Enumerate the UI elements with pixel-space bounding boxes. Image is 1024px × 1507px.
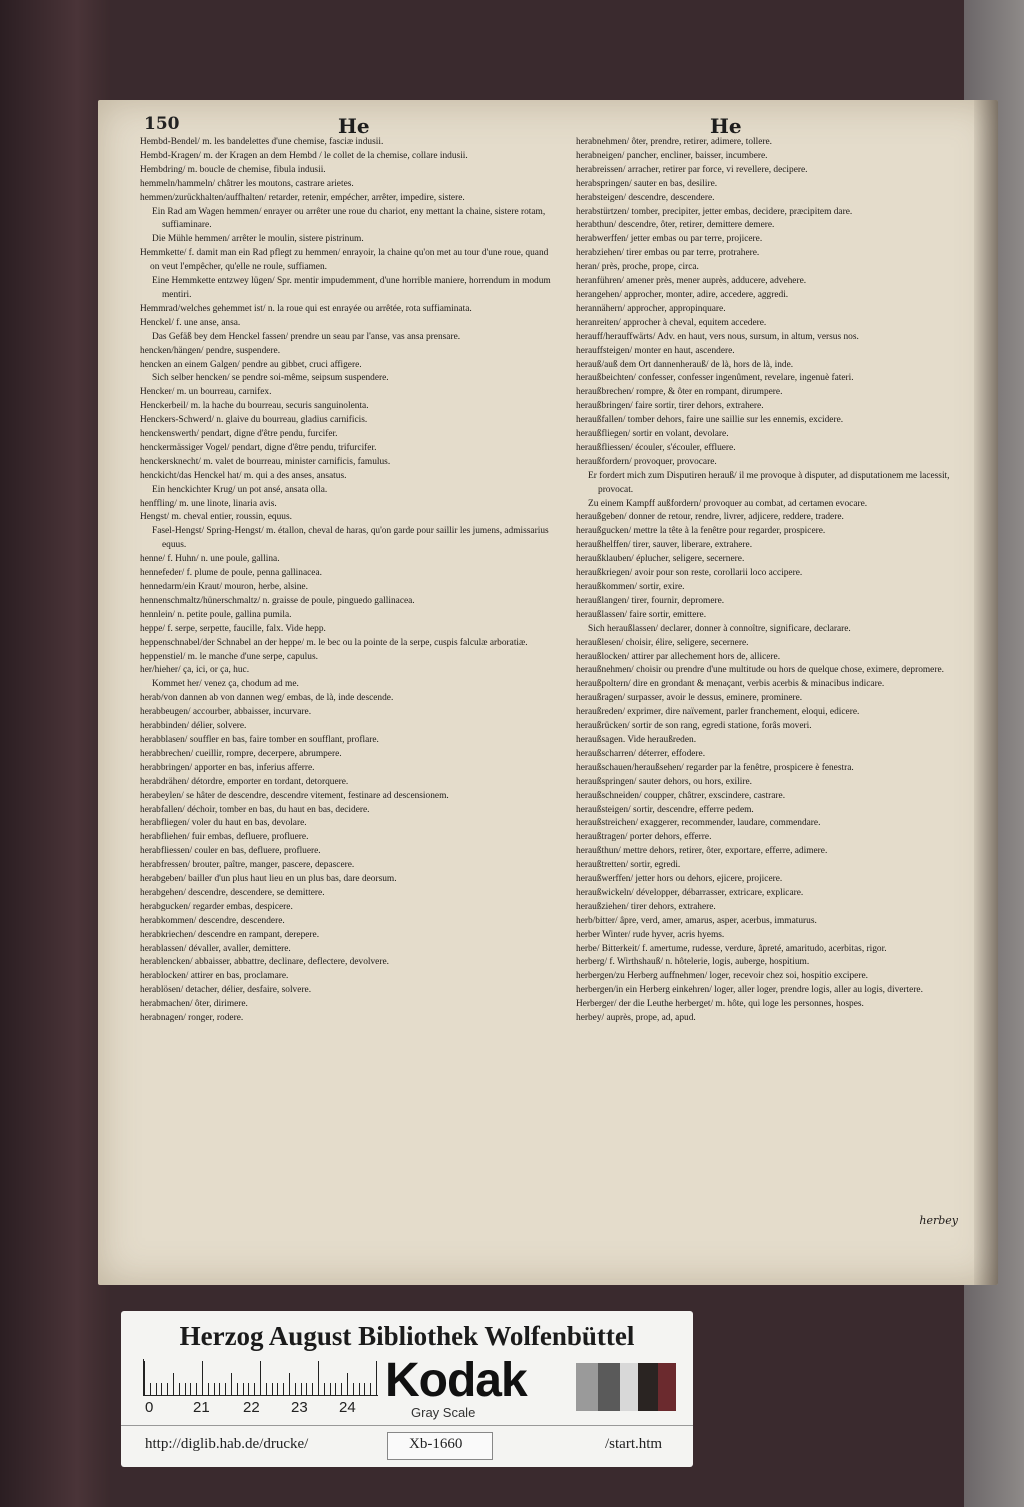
gray-swatch bbox=[638, 1363, 658, 1411]
ruler-tick bbox=[283, 1383, 284, 1395]
dictionary-entry: herbey/ auprès, prope, ad, apud. bbox=[576, 1013, 696, 1024]
footer-page: /start.htm bbox=[605, 1436, 663, 1452]
dictionary-entry: heraußthun/ mettre dehors, retirer, ôter, exportare, efferre, adimere. bbox=[576, 846, 828, 857]
dictionary-entry: heran/ près, proche, prope, circa. bbox=[576, 262, 699, 273]
dictionary-entry: heraußbringen/ faire sortir, tirer dehors, extrahere. bbox=[576, 401, 764, 412]
ruler-tick bbox=[324, 1383, 325, 1395]
ruler-tick bbox=[179, 1383, 180, 1395]
dictionary-entry: Henckers-Schwerd/ n. glaive du bourreau, gladius carnificis. bbox=[140, 415, 368, 426]
ruler-tick bbox=[277, 1383, 278, 1395]
ruler-tick bbox=[254, 1383, 255, 1395]
dictionary-entry: herannähern/ approcher, appropinquare. bbox=[576, 303, 726, 314]
ruler-tick bbox=[202, 1361, 203, 1395]
dictionary-entry: heraußschneiden/ coupper, châtrer, exscindere, castrare. bbox=[576, 790, 786, 801]
dictionary-entry: Henckel/ f. une anse, ansa. bbox=[140, 317, 241, 328]
dictionary-entry: Ein henckichter Krug/ un pot ansé, ansata olla. bbox=[152, 484, 328, 495]
dictionary-entry: hencken an einem Galgen/ pendre au gibbet, cruci affigere. bbox=[140, 359, 362, 370]
dictionary-entry: herabfliegen/ voler du haut en bas, devolare. bbox=[140, 818, 307, 829]
gray-swatch bbox=[598, 1363, 620, 1411]
ruler-label: 22 bbox=[243, 1399, 260, 1416]
dictionary-entry: heraußtragen/ porter dehors, efferre. bbox=[576, 832, 712, 843]
dictionary-entry: herabbinden/ délier, solvere. bbox=[140, 721, 247, 732]
gray-swatch bbox=[620, 1363, 638, 1411]
dictionary-entry: heraußreden/ exprimer, dire naïvement, parler franchement, eloqui, edicere. bbox=[576, 707, 860, 718]
ruler-label: 24 bbox=[339, 1399, 356, 1416]
dictionary-entry: henckicht/das Henckel hat/ m. qui a des anses, ansatus. bbox=[140, 470, 347, 481]
dictionary-entry: herablassen/ dévaller, avaller, demittere. bbox=[140, 943, 291, 954]
ruler-tick bbox=[173, 1373, 174, 1395]
ruler-tick bbox=[248, 1383, 249, 1395]
dictionary-entry: herabbeugen/ accourber, abbaisser, incurvare. bbox=[140, 707, 312, 718]
ruler-tick bbox=[330, 1383, 331, 1395]
dictionary-entry: heraußrücken/ sortir de son rang, egredi statione, forâs moveri. bbox=[576, 721, 812, 732]
dictionary-entry: heraußfliessen/ écouler, s'écouler, effluere. bbox=[576, 442, 736, 453]
dictionary-entry: herb/bitter/ âpre, verd, amer, amarus, asper, acerbus, immaturus. bbox=[576, 915, 817, 926]
dictionary-entry: heraußsagen. Vide heraußreden. bbox=[576, 734, 697, 745]
dictionary-entry: heraußnehmen/ choisir ou prendre d'une multitude ou hors de quelque chose, eximere, depromere. bbox=[576, 665, 944, 676]
ruler-label: 0 bbox=[145, 1399, 154, 1416]
dictionary-entry: herbe/ Bitterkeit/ f. amertume, rudesse, verdure, âpreté, amaritudo, acerbitas, rigor. bbox=[576, 943, 887, 954]
dictionary-entry: herabneigen/ pancher, encliner, baisser, incumbere. bbox=[576, 150, 768, 161]
dictionary-entry: heppenschnabel/der Schnabel an der heppe/ m. le bec ou la pointe de la serpe, cuspis falculæ arboratiæ. bbox=[140, 637, 528, 648]
dictionary-entry: herabnehmen/ ôter, prendre, retirer, adimere, tollere. bbox=[576, 137, 773, 147]
dictionary-entry: herabreissen/ arracher, retirer par force, vi revellere, decipere. bbox=[576, 164, 808, 175]
dictionary-entry: Die Mühle hemmen/ arrêter le moulin, sistere pistrinum. bbox=[152, 234, 364, 245]
dictionary-entry: heraußgeben/ donner de retour, rendre, livrer, adjicere, reddere, tradere. bbox=[576, 512, 844, 523]
library-title: Herzog August Bibliothek Wolfenbüttel bbox=[179, 1321, 635, 1351]
dictionary-entry: herabblasen/ souffler en bas, faire tomber en soufflant, proflare. bbox=[140, 734, 379, 745]
dictionary-entry: herbergen/in ein Herberg einkehren/ loger, aller loger, prendre logis, aller au logis, divertere. bbox=[576, 985, 923, 996]
dictionary-entry: Das Gefäß bey dem Henckel fassen/ prendre un seau par l'anse, vas ansa prensare. bbox=[152, 331, 461, 342]
ruler-scale bbox=[143, 1359, 378, 1396]
dictionary-entry: Er fordert mich zum Disputiren herauß/ il me provoque à disputer, ad disputationem me lacessit, provocat. bbox=[588, 470, 950, 495]
ruler-tick bbox=[370, 1383, 371, 1395]
dictionary-entry: herabdrähen/ détordre, emporter en tordant, detorquere. bbox=[140, 776, 349, 787]
ruler-tick bbox=[196, 1383, 197, 1395]
dictionary-entry: herabziehen/ tirer embas ou par terre, protrahere. bbox=[576, 248, 760, 259]
dictionary-entry: Hembdring/ m. boucle de chemise, fibula indusii. bbox=[140, 164, 326, 175]
dictionary-entry: heraußragen/ surpasser, avoir le dessus, eminere, prominere. bbox=[576, 693, 803, 704]
ruler-tick bbox=[214, 1383, 215, 1395]
dictionary-entry: herablencken/ abbaisser, abbattre, declinare, deflectere, devolvere. bbox=[140, 957, 389, 968]
dictionary-entry: heraußwerffen/ jetter hors ou dehors, ejicere, projicere. bbox=[576, 874, 783, 885]
ruler-tick bbox=[266, 1383, 267, 1395]
dictionary-entry: hemmeln/hammeln/ châtrer les moutons, castrare arietes. bbox=[140, 178, 354, 189]
ruler-tick bbox=[219, 1383, 220, 1395]
dictionary-entry: hennefeder/ f. plume de poule, penna gallinacea. bbox=[140, 568, 322, 579]
dictionary-entry: heraußkriegen/ avoir pour son reste, corollarii loco accipere. bbox=[576, 568, 803, 579]
ruler-tick bbox=[185, 1383, 186, 1395]
dictionary-entry: herabthun/ descendre, ôter, retirer, demittere demere. bbox=[576, 220, 775, 231]
dictionary-entry: heraußfliegen/ sortir en volant, devolare. bbox=[576, 429, 729, 440]
dictionary-entry: Kommet her/ venez ça, chodum ad me. bbox=[152, 679, 299, 690]
ruler-tick bbox=[364, 1383, 365, 1395]
ruler-tick bbox=[376, 1361, 377, 1395]
dictionary-entry: herabstürtzen/ tomber, precipiter, jetter embas, decidere, præcipitem dare. bbox=[576, 206, 853, 217]
ruler-tick bbox=[341, 1383, 342, 1395]
dictionary-entry: herabgucken/ regarder embas, despicere. bbox=[140, 901, 293, 912]
book-page bbox=[98, 100, 998, 1285]
dictionary-entry: herbergen/zu Herberg auffnehmen/ loger, recevoir chez soi, hospitio excipere. bbox=[576, 971, 868, 982]
dictionary-entry: herabfliehen/ fuir embas, defluere, profluere. bbox=[140, 832, 309, 843]
ruler-tick bbox=[353, 1383, 354, 1395]
dictionary-entry: heraußlangen/ tirer, fournir, depromere. bbox=[576, 595, 725, 606]
dictionary-entry: heraußbeichten/ confesser, confesser ingenûment, revelare, ingenuè fateri. bbox=[576, 373, 854, 384]
dictionary-entry: heraußhelffen/ tirer, sauver, liberare, extrahere. bbox=[576, 540, 753, 551]
gray-scale-swatches bbox=[576, 1363, 676, 1411]
dictionary-entry: heraußziehen/ tirer dehors, extrahere. bbox=[576, 901, 716, 912]
page-number: 150 bbox=[144, 114, 180, 134]
dictionary-entry: herabmachen/ ôter, dirimere. bbox=[140, 999, 248, 1010]
dictionary-entry: herabgehen/ descendre, descendere, se demittere. bbox=[140, 887, 325, 898]
dictionary-entry: herabfallen/ déchoir, tomber en bas, du haut en bas, decidere. bbox=[140, 804, 370, 815]
ruler-tick bbox=[150, 1383, 151, 1395]
dictionary-entry: her/hieher/ ça, ici, or ça, huc. bbox=[140, 665, 250, 676]
target-card bbox=[121, 1311, 693, 1467]
ruler-tick bbox=[161, 1383, 162, 1395]
dictionary-entry: hencken/hängen/ pendre, suspendere. bbox=[140, 345, 281, 356]
dictionary-entry: Zu einem Kampff außfordern/ provoquer au combat, ad certamen evocare. bbox=[588, 498, 868, 509]
dictionary-entry: heppe/ f. serpe, serpette, faucille, falx. Vide hepp. bbox=[140, 623, 326, 634]
dictionary-entry: herabbringen/ apporter en bas, inferius afferre. bbox=[140, 762, 315, 773]
dictionary-entry: herabbrechen/ cueillir, rompre, decerpere, abrumpere. bbox=[140, 748, 342, 759]
gray-scale-label: Gray Scale bbox=[411, 1405, 476, 1420]
dictionary-entry: Hencker/ m. un bourreau, carnifex. bbox=[140, 387, 272, 398]
dictionary-entry: Sich selber hencken/ se pendre soi-même, seipsum suspendere. bbox=[152, 373, 389, 384]
ruler-tick bbox=[243, 1383, 244, 1395]
dictionary-entry: herabfliessen/ couler en bas, defluere, profluere. bbox=[140, 846, 321, 857]
dictionary-entry: hennedarm/ein Kraut/ mouron, herbe, alsine. bbox=[140, 582, 308, 592]
ruler-tick bbox=[260, 1361, 261, 1395]
dictionary-entry: heraußtretten/ sortir, egredi. bbox=[576, 860, 681, 871]
ruler-tick bbox=[225, 1383, 226, 1395]
dictionary-entry: heraußklauben/ éplucher, seligere, secernere. bbox=[576, 554, 745, 565]
dictionary-entry: herabeylen/ se hâter de descendre, descendre vitement, festinare ad descensionem. bbox=[140, 790, 449, 801]
dictionary-entry: heraußlassen/ faire sortir, emittere. bbox=[576, 609, 707, 620]
ruler-tick bbox=[335, 1383, 336, 1395]
dictionary-entry: herauß/auß dem Ort dannenherauß/ de là, hors de là, inde. bbox=[576, 359, 794, 370]
ruler-tick bbox=[167, 1383, 168, 1395]
dictionary-entry: herabfressen/ brouter, paître, manger, pascere, depascere. bbox=[140, 860, 355, 871]
dictionary-entry: heraußfallen/ tomber dehors, faire une saillie sur les ennemis, excidere. bbox=[576, 415, 844, 426]
dictionary-entry: Hembd-Kragen/ m. der Kragen an dem Hembd / le collet de la chemise, collare indusii. bbox=[140, 150, 468, 161]
catchword: herbey bbox=[919, 1214, 958, 1227]
right-column-header: He bbox=[710, 114, 742, 138]
ruler-tick bbox=[144, 1361, 145, 1395]
dictionary-entry: Ein Rad am Wagen hemmen/ enrayer ou arrêter une roue du chariot, eny mettant la chaine, sistere rotam, suffiaminare. bbox=[152, 206, 546, 231]
card-footer bbox=[121, 1425, 693, 1464]
dictionary-entry: herabspringen/ sauter en bas, desilire. bbox=[576, 178, 718, 189]
left-column bbox=[140, 136, 560, 1026]
ruler-tick bbox=[301, 1383, 302, 1395]
ruler-tick bbox=[295, 1383, 296, 1395]
dictionary-entry: herabgeben/ bailler d'un plus haut lieu en un plus bas, dare deorsum. bbox=[140, 874, 397, 885]
dictionary-entry: herangehen/ approcher, monter, adire, accedere, aggredi. bbox=[576, 289, 789, 300]
left-column-header: He bbox=[338, 114, 370, 138]
ruler-tick bbox=[312, 1383, 313, 1395]
ruler-tick bbox=[272, 1383, 273, 1395]
dictionary-entry: Hemmkette/ f. damit man ein Rad pflegt zu hemmen/ enrayoir, la chaine qu'on met au tour d'une roue, quand on veut l'empêcher, qu'elle ne roule, suffiamen. bbox=[140, 248, 549, 273]
dictionary-entry: herablocken/ attirer en bas, proclamare. bbox=[140, 971, 289, 982]
dictionary-entry: heranreiten/ approcher à cheval, equitem accedere. bbox=[576, 317, 767, 328]
dictionary-entry: heraußgucken/ mettre la tête à la fenêtre pour regarder, prospicere. bbox=[576, 526, 826, 537]
ruler-tick bbox=[289, 1373, 290, 1395]
dictionary-entry: Hembd-Bendel/ m. les bandelettes d'une chemise, fasciæ indusii. bbox=[140, 137, 384, 147]
dictionary-entry: herauff/herauffwärts/ Adv. en haut, vers nous, sursum, in altum, versus nos. bbox=[576, 331, 859, 342]
ruler-tick bbox=[306, 1383, 307, 1395]
footer-id: Xb-1660 bbox=[409, 1436, 463, 1452]
ruler-tick bbox=[359, 1383, 360, 1395]
ruler-label: 21 bbox=[193, 1399, 210, 1416]
ruler-tick bbox=[347, 1373, 348, 1395]
dictionary-entry: hennenschmaltz/hünerschmaltz/ n. graisse de poule, pinguedo gallinacea. bbox=[140, 595, 415, 606]
dictionary-entry: herberg/ f. Wirthshauß/ n. hôtelerie, logis, auberge, hospitium. bbox=[576, 957, 810, 968]
dictionary-entry: heraußwickeln/ développer, débarrasser, extricare, explicare. bbox=[576, 887, 804, 898]
dictionary-entry: herab/von dannen ab von dannen weg/ embas, de là, inde descende. bbox=[140, 693, 394, 704]
dictionary-entry: hemmen/zurückhalten/auffhalten/ retarder, retenir, empécher, arrêter, impedire, sistere. bbox=[140, 192, 465, 203]
ruler-label: 23 bbox=[291, 1399, 308, 1416]
dictionary-entry: heraußspringen/ sauter dehors, ou hors, exilire. bbox=[576, 776, 752, 787]
kodak-logo: Kodak bbox=[385, 1354, 527, 1407]
dictionary-entry: heraußfordern/ provoquer, provocare. bbox=[576, 456, 717, 467]
dictionary-entry: herabwerffen/ jetter embas ou par terre, projicere. bbox=[576, 234, 763, 245]
dictionary-entry: herabnagen/ ronger, rodere. bbox=[140, 1013, 244, 1024]
ruler-tick bbox=[190, 1383, 191, 1395]
dictionary-entry: henckenswerth/ pendart, digne d'être pendu, furcifer. bbox=[140, 429, 338, 440]
dictionary-entry: heraußsteigen/ sortir, descendre, efferre pedem. bbox=[576, 804, 754, 815]
ruler-tick bbox=[231, 1373, 232, 1395]
dictionary-entry: heraußschauen/heraußsehen/ regarder par la fenêtre, prospicere è fenestra. bbox=[576, 762, 854, 773]
dictionary-entry: heraußstreichen/ exaggerer, recommender, laudare, commendare. bbox=[576, 818, 821, 829]
dictionary-entry: Hengst/ m. cheval entier, roussin, equus. bbox=[140, 512, 292, 523]
dictionary-entry: Sich heraußlassen/ declarer, donner à connoître, significare, declarare. bbox=[588, 623, 851, 634]
dictionary-entry: heraußlesen/ choisir, élire, seligere, secernere. bbox=[576, 637, 749, 648]
right-column bbox=[576, 136, 978, 1026]
dictionary-entry: henne/ f. Huhn/ n. une poule, gallina. bbox=[140, 554, 280, 565]
dictionary-entry: heraußkommen/ sortir, exire. bbox=[576, 582, 685, 592]
dictionary-entry: herauffsteigen/ monter en haut, ascendere. bbox=[576, 345, 735, 356]
dictionary-entry: Henckerbeil/ m. la hache du bourreau, securis sanguinolenta. bbox=[140, 401, 369, 412]
dictionary-entry: heraußlocken/ attirer par allechement hors de, allicere. bbox=[576, 651, 781, 662]
gray-swatch bbox=[658, 1363, 676, 1411]
scan-backdrop-left bbox=[0, 0, 110, 1507]
dictionary-entry: heppenstiel/ m. le manche d'une serpe, capulus. bbox=[140, 651, 318, 662]
gray-swatch bbox=[576, 1363, 598, 1411]
dictionary-entry: hennlein/ n. petite poule, gallina pumila. bbox=[140, 609, 292, 620]
dictionary-entry: herablösen/ detacher, délier, desfaire, solvere. bbox=[140, 985, 312, 996]
dictionary-entry: heranführen/ amener près, mener auprès, adducere, advehere. bbox=[576, 276, 807, 287]
dictionary-entry: heraußbrechen/ rompre, & ôter en rompant, dirumpere. bbox=[576, 387, 783, 398]
dictionary-entry: herber Winter/ rude hyver, acris hyems. bbox=[576, 929, 725, 940]
ruler-tick bbox=[318, 1361, 319, 1395]
dictionary-entry: Eine Hemmkette entzwey lügen/ Spr. mentir impudemment, d'une horrible maniere, horrendum in modum mentiri. bbox=[152, 276, 551, 300]
ruler-tick bbox=[156, 1383, 157, 1395]
dictionary-entry: Fasel-Hengst/ Spring-Hengst/ m. étallon, cheval de haras, qu'on garde pour saillir les jumens, admissarius equus. bbox=[152, 526, 549, 551]
dictionary-entry: henckersknecht/ m. valet de bourreau, minister carnificis, famulus. bbox=[140, 456, 391, 467]
dictionary-entry: henckermässiger Vogel/ pendart, digne d'être pendu, trifurcifer. bbox=[140, 442, 377, 453]
dictionary-entry: heraußscharren/ déterrer, effodere. bbox=[576, 748, 706, 759]
dictionary-entry: herabkommen/ descendre, descendere. bbox=[140, 915, 285, 926]
ruler-tick bbox=[237, 1383, 238, 1395]
dictionary-entry: herabsteigen/ descendre, descendere. bbox=[576, 192, 715, 203]
dictionary-entry: herabkriechen/ descendre en rampant, derepere. bbox=[140, 929, 320, 940]
dictionary-entry: heraußpoltern/ dire en grondant & menaçant, verbis acerbis & minacibus indicare. bbox=[576, 679, 885, 690]
footer-url: http://diglib.hab.de/drucke/ bbox=[145, 1436, 309, 1452]
dictionary-entry: Herberger/ der die Leuthe herberget/ m. hôte, qui loge les personnes, hospes. bbox=[576, 999, 864, 1010]
dictionary-entry: Hemmrad/welches gehemmet ist/ n. la roue qui est enrayée ou arrêtée, rota suffiaminata. bbox=[140, 303, 472, 314]
dictionary-entry: henffling/ m. une linote, linaria avis. bbox=[140, 498, 277, 509]
ruler-tick bbox=[208, 1383, 209, 1395]
